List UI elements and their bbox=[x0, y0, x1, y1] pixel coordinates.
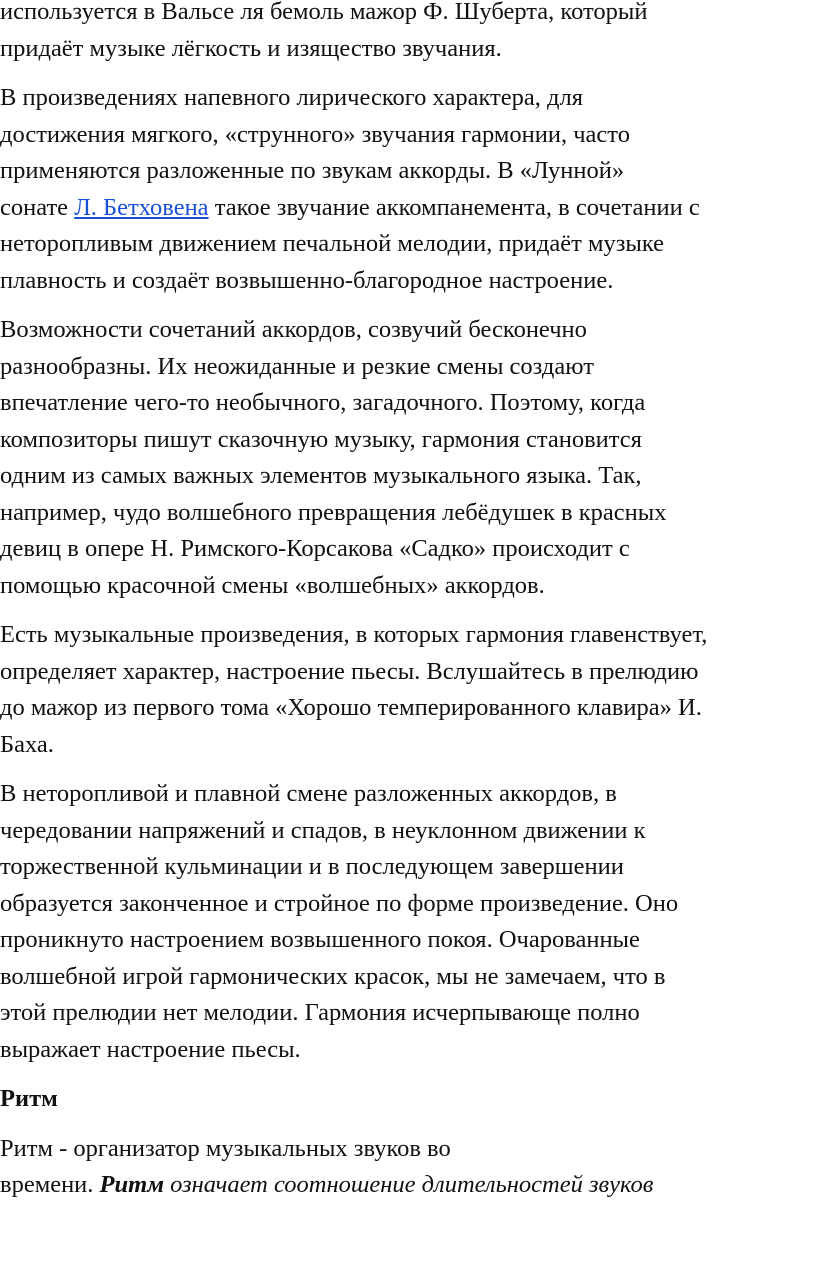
text-line-with-link bbox=[0, 190, 816, 227]
term-rhythm: Ритм bbox=[99, 1171, 164, 1198]
text-line: определяет характер, настроение пьесы. Вслушайтесь в прелюдию bbox=[0, 657, 699, 685]
beethoven-link[interactable]: Л. Бетховена bbox=[74, 193, 209, 221]
text-line: впечатление чего-то необычного, загадочного. Поэтому, когда bbox=[0, 389, 646, 416]
text-line: В произведениях напевного лирического характера, для bbox=[0, 84, 583, 111]
text-line: разнообразны. Их неожиданные и резкие смены создают bbox=[0, 352, 594, 380]
text-line: например, чудо волшебного превращения лебёдушек в красных bbox=[0, 498, 667, 526]
text-fragment: сонате bbox=[0, 193, 75, 221]
text-line-mixed bbox=[0, 1167, 816, 1204]
text-line: достижения мягкого, «струнного» звучания гармонии, часто bbox=[0, 120, 630, 148]
paragraph-prelude bbox=[0, 776, 816, 1068]
text-fragment: времени. bbox=[0, 1171, 100, 1198]
text-line: выражает настроение пьесы. bbox=[0, 1035, 301, 1063]
text-line: используется в Вальсе ля бемоль мажор Ф. Шуберта, который bbox=[0, 0, 648, 25]
text-line: В неторопливой и плавной смене разложенных аккордов, в bbox=[0, 780, 617, 807]
text-line: волшебной игрой гармонических красок, мы не замечаем, что в bbox=[0, 962, 666, 990]
paragraph-schubert bbox=[0, 0, 816, 67]
text-line: придаёт музыке лёгкость и изящество звучания. bbox=[0, 34, 502, 62]
text-line: Возможности сочетаний аккордов, созвучий бесконечно bbox=[0, 316, 587, 343]
text-line: девиц в опере Н. Римского-Корсакова «Садко» происходит с bbox=[0, 535, 630, 562]
paragraph-rhythm bbox=[0, 1131, 816, 1204]
text-line: Ритм - организатор музыкальных звуков во bbox=[0, 1134, 451, 1162]
text-fragment: такое звучание аккомпанемента, в сочетании с bbox=[208, 193, 700, 221]
text-line: одним из самых важных элементов музыкального языка. Так, bbox=[0, 462, 642, 489]
text-line: применяются разложенные по звукам аккорды. В «Лунной» bbox=[0, 157, 625, 184]
text-line: Баха. bbox=[0, 730, 54, 758]
text-line: этой прелюдии нет мелодии. Гармония исчерпывающе полно bbox=[0, 999, 640, 1026]
definition-text: означает соотношение длительностей звуков bbox=[163, 1171, 654, 1198]
section-heading-rhythm: Ритм bbox=[0, 1085, 58, 1112]
text-line: помощью красочной смены «волшебных» аккордов. bbox=[0, 571, 545, 599]
text-line: плавность и создаёт возвышенно-благородное настроение. bbox=[0, 266, 614, 294]
text-line: торжественной кульминации и в последующем завершении bbox=[0, 853, 624, 880]
text-line: Есть музыкальные произведения, в которых гармония главенствует, bbox=[0, 621, 708, 648]
paragraph-chord-combinations bbox=[0, 312, 816, 604]
text-line: композиторы пишут сказочную музыку, гармония становится bbox=[0, 425, 642, 453]
paragraph-beethoven bbox=[0, 80, 816, 299]
text-line: проникнуто настроением возвышенного покоя. Очарованные bbox=[0, 926, 640, 953]
text-line: до мажор из первого тома «Хорошо темперированного клавира» И. bbox=[0, 694, 702, 721]
text-line: чередовании напряжений и спадов, в неуклонном движении к bbox=[0, 816, 646, 844]
paragraph-harmony-dominates bbox=[0, 617, 816, 763]
text-line: образуется законченное и стройное по форме произведение. Оно bbox=[0, 889, 679, 917]
text-line: неторопливым движением печальной мелодии, придаёт музыке bbox=[0, 230, 665, 257]
